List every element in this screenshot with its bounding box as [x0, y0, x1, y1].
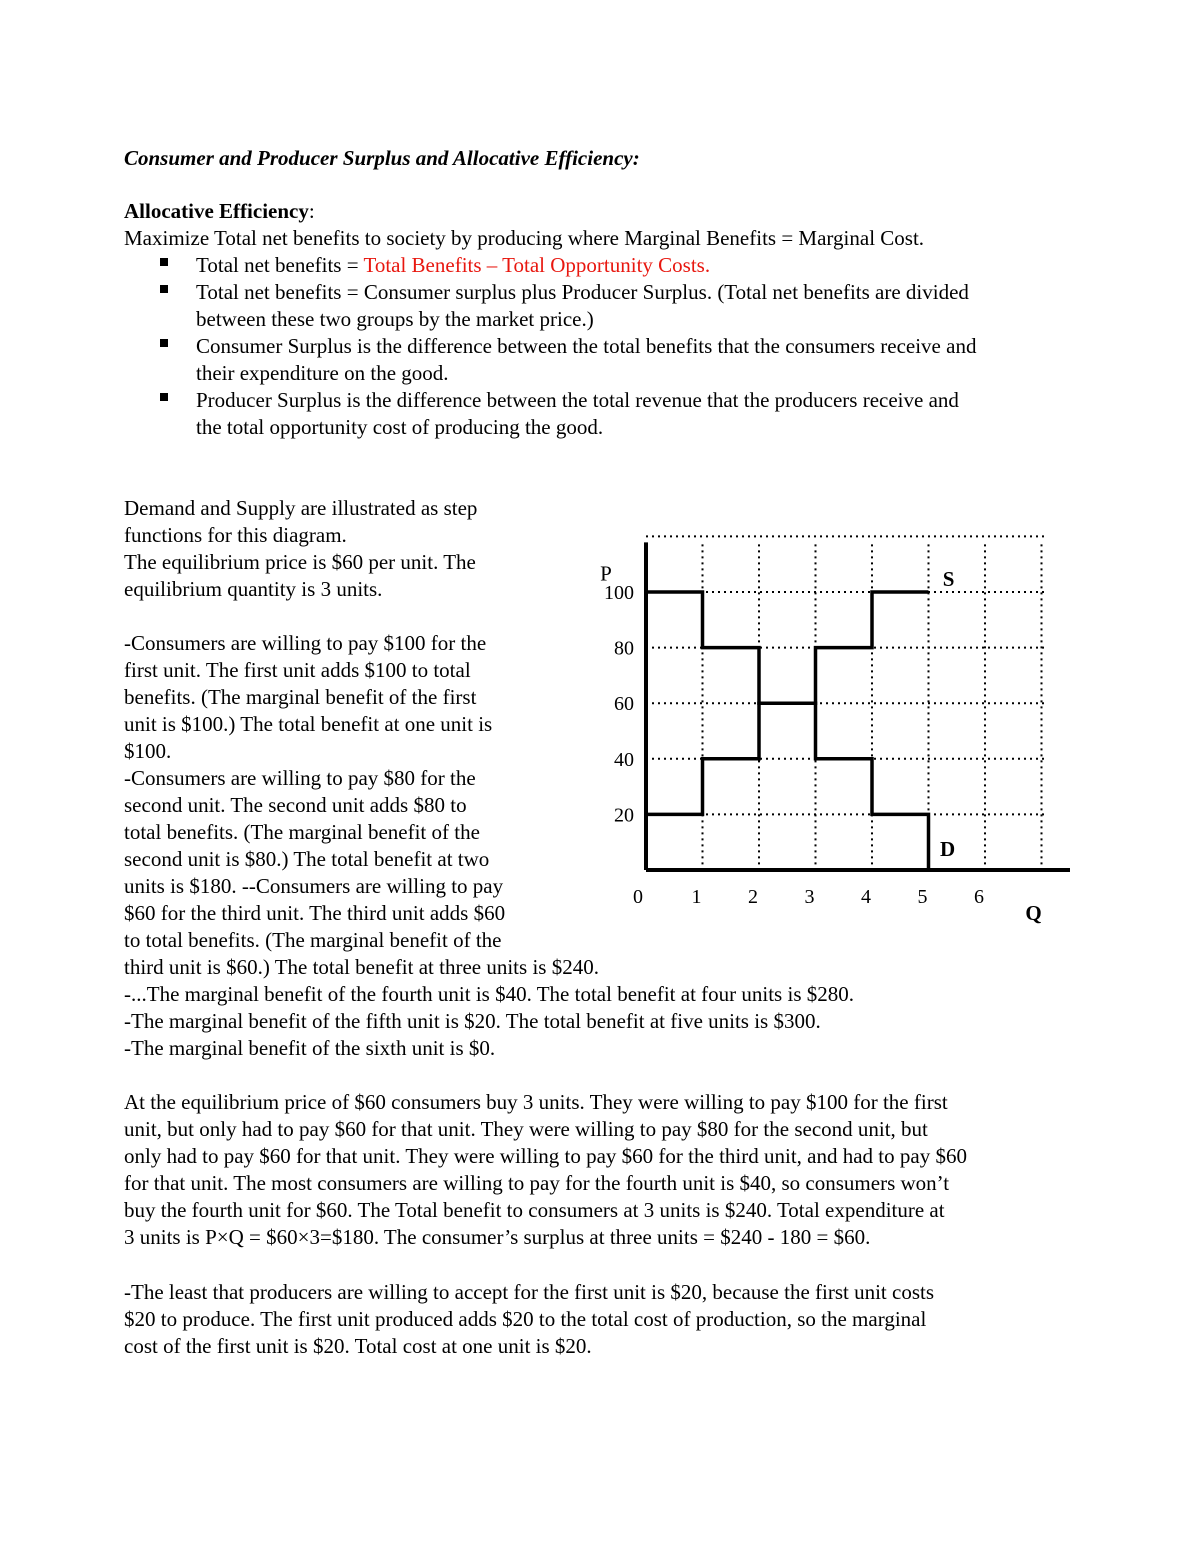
left-text-line: unit is $100.) The total benefit at one unit is	[124, 712, 493, 736]
left-text-line: equilibrium quantity is 3 units.	[124, 577, 383, 601]
left-text-line: functions for this diagram.	[124, 523, 347, 547]
bullet-highlight: Total Benefits – Total Opportunity Costs.	[363, 253, 711, 277]
full-width-line: third unit is $60.) The total benefit at three units is $240.	[124, 955, 599, 979]
left-text-line: second unit is $80.) The total benefit at two	[124, 847, 490, 871]
left-text-line: to total benefits. (The marginal benefit of the	[124, 928, 502, 952]
supply-demand-chart	[580, 500, 1080, 940]
bullet-marker	[160, 339, 168, 347]
x-tick-label: 3	[804, 886, 815, 908]
left-text-line: $60 for the third unit. The third unit adds $60	[124, 901, 506, 925]
producer-paragraph-line: -The least that producers are willing to accept for the first unit is $20, because the first unit costs	[124, 1280, 935, 1304]
x-tick-label: 4	[861, 886, 871, 908]
bullet-marker	[160, 258, 168, 266]
left-text-line: The equilibrium price is $60 per unit. The	[124, 550, 476, 574]
bullet-item-1: Total net benefits = Total Benefits – Total Opportunity Costs.	[196, 253, 711, 277]
left-text-line: Demand and Supply are illustrated as step	[124, 496, 478, 520]
left-text-line: total benefits. (The marginal benefit of the	[124, 820, 480, 844]
consumer-paragraph-line: only had to pay $60 for that unit. They were willing to pay $60 for the third unit, and had to pay $60	[124, 1144, 967, 1168]
demand-curve-label: D	[939, 836, 956, 861]
y-axis-label: P	[600, 561, 612, 586]
consumer-paragraph-line: buy the fourth unit for $60. The Total benefit to consumers at 3 units is $240. Total expenditure at	[124, 1198, 945, 1222]
left-text-line: second unit. The second unit adds $80 to	[124, 793, 467, 817]
bullet-marker	[160, 393, 168, 401]
full-width-line: -The marginal benefit of the fifth unit is $20. The total benefit at five units is $300.	[124, 1009, 821, 1033]
bullet-item-2-line1: Total net benefits = Consumer surplus plus Producer Surplus. (Total net benefits are divided	[196, 280, 969, 304]
document-title: Consumer and Producer Surplus and Allocative Efficiency:	[124, 146, 640, 170]
producer-paragraph-line: $20 to produce. The first unit produced adds $20 to the total cost of production, so the marginal	[124, 1307, 927, 1331]
y-tick-label: 80	[614, 637, 634, 660]
producer-paragraph-line: cost of the first unit is $20. Total cost at one unit is $20.	[124, 1334, 592, 1358]
left-text-line: -Consumers are willing to pay $100 for the	[124, 631, 487, 655]
bullet-item-3-line2: their expenditure on the good.	[196, 361, 449, 385]
x-tick-label: 5	[917, 886, 928, 908]
demand-step-line	[646, 592, 929, 870]
consumer-paragraph-line: 3 units is P×Q = $60×3=$180. The consumer’s surplus at three units = $240 - 180 = $60.	[124, 1225, 871, 1249]
x-tick-label: 1	[691, 886, 702, 908]
y-tick-label: 40	[614, 748, 634, 771]
x-tick-label: 2	[748, 886, 758, 908]
section-heading-colon: :	[308, 199, 315, 223]
supply-curve-label: S	[942, 567, 955, 592]
left-text-line: $100.	[124, 739, 172, 763]
bullet-marker	[160, 285, 168, 293]
x-axis-label: Q	[1025, 901, 1042, 925]
x-tick-label: 0	[633, 886, 643, 908]
section-heading: Allocative Efficiency	[124, 199, 309, 223]
left-text-line: benefits. (The marginal benefit of the first	[124, 685, 477, 709]
section-heading-line	[124, 198, 315, 225]
consumer-paragraph-line: for that unit. The most consumers are willing to pay for the fourth unit is $40, so consumers won’t	[124, 1171, 950, 1195]
x-tick-label: 6	[974, 886, 984, 908]
consumer-paragraph-line: unit, but only had to pay $60 for that unit. They were willing to pay $80 for the second unit, but	[124, 1117, 928, 1141]
y-tick-label: 60	[614, 693, 634, 716]
full-width-line: -...The marginal benefit of the fourth unit is $40. The total benefit at four units is $280.	[124, 982, 854, 1006]
bullet-item-4-line1: Producer Surplus is the difference between the total revenue that the producers receive and	[196, 388, 959, 412]
bullet-item-3-line1: Consumer Surplus is the difference between the total benefits that the consumers receive and	[196, 334, 977, 358]
left-text-line: first unit. The first unit adds $100 to total	[124, 658, 471, 682]
full-width-line: -The marginal benefit of the sixth unit is $0.	[124, 1036, 496, 1060]
bullet-item-4-line2: the total opportunity cost of producing the good.	[196, 415, 604, 439]
consumer-paragraph-line: At the equilibrium price of $60 consumers buy 3 units. They were willing to pay $100 for the first	[124, 1090, 948, 1114]
y-tick-label: 100	[604, 582, 634, 604]
bullet-item-2-line2: between these two groups by the market price.)	[196, 307, 594, 331]
y-tick-label: 20	[614, 804, 634, 827]
left-text-line: units is $180. --Consumers are willing to pay	[124, 874, 504, 898]
section-intro: Maximize Total net benefits to society by producing where Marginal Benefits = Marginal Cost.	[124, 226, 925, 250]
left-text-line: -Consumers are willing to pay $80 for the	[124, 766, 476, 790]
